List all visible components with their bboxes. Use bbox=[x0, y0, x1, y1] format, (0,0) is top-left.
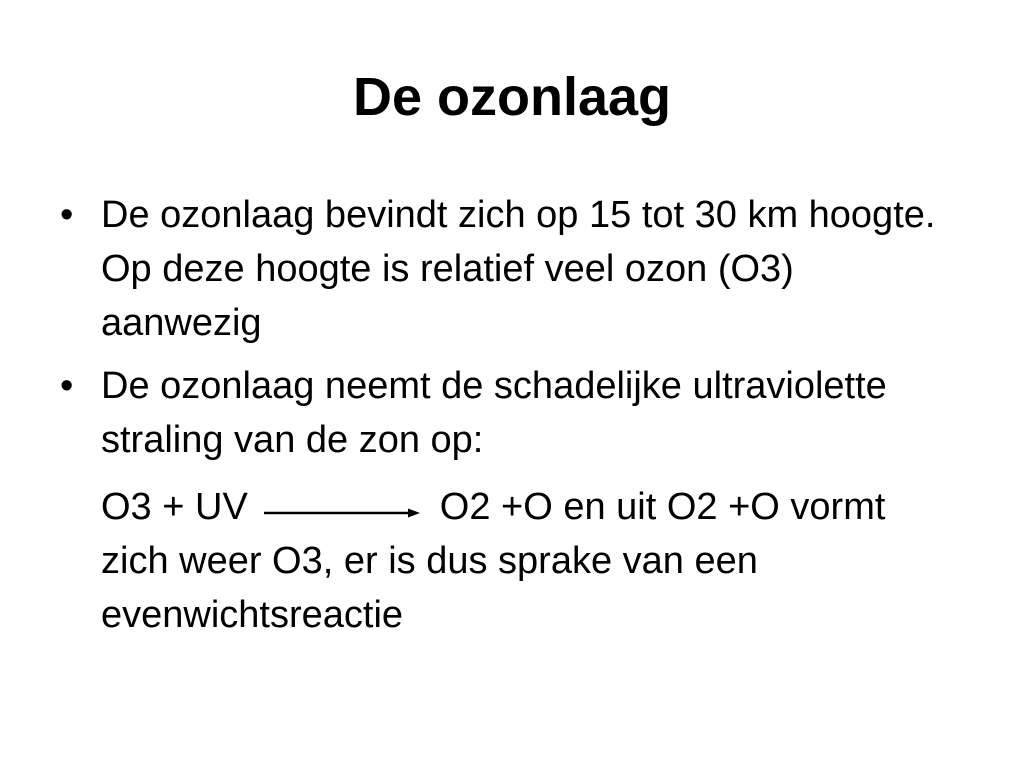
bullet-text: De ozonlaag bevindt zich op 15 tot 30 km hoogte. Op deze hoogte is relatief veel ozon (O3) aanwezig bbox=[101, 194, 936, 344]
reaction-arrow-icon bbox=[264, 506, 422, 520]
bullet-list bbox=[0, 188, 1024, 642]
reaction-equation bbox=[0, 480, 961, 642]
reaction-reactants: O3 + UV bbox=[101, 486, 248, 528]
slide-title: De ozonlaag bbox=[352, 67, 672, 127]
bullet-icon: • bbox=[60, 365, 74, 407]
bullet-item-altitude bbox=[0, 188, 961, 350]
bullet-icon: • bbox=[60, 194, 74, 236]
bullet-text: De ozonlaag neemt de schadelijke ultraviolette straling van de zon op: bbox=[101, 365, 887, 461]
bullet-item-uv-absorption bbox=[0, 359, 961, 467]
reaction-products: O2 +O en uit O2 +O vormt zich weer O3, er is dus sprake van een evenwichtsreactie bbox=[101, 486, 886, 636]
